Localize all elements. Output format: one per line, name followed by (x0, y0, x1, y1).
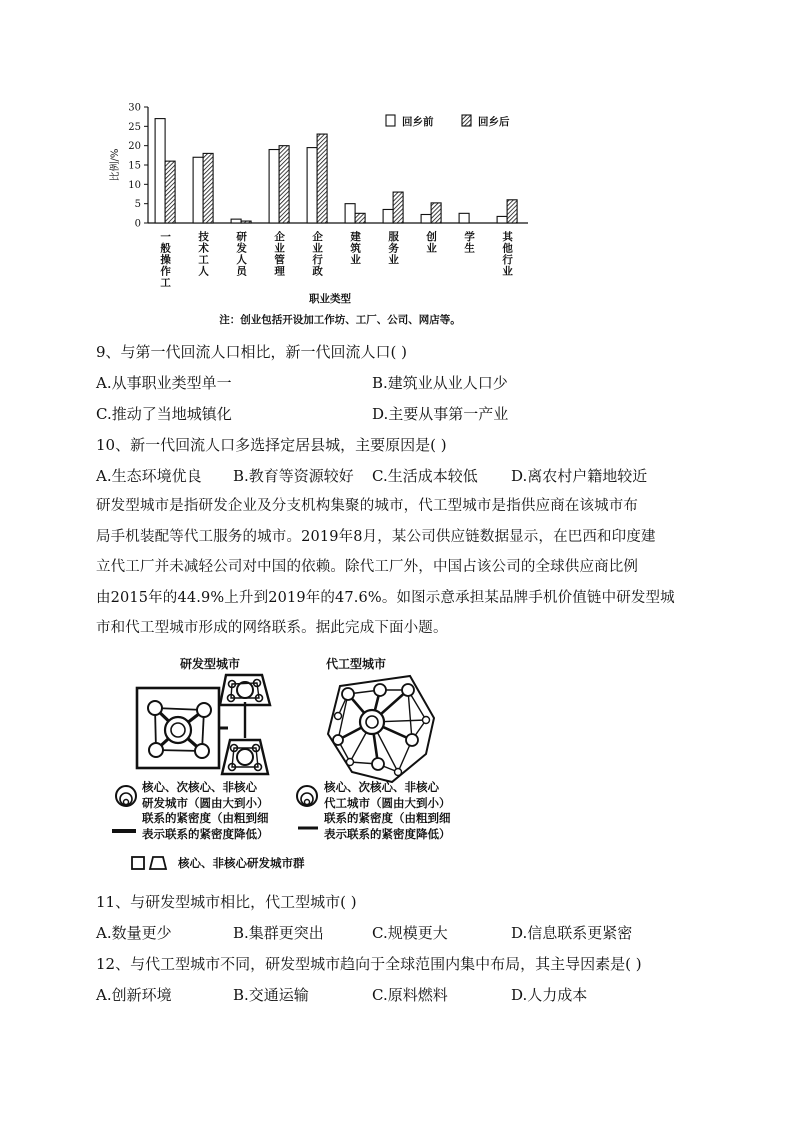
bar-before (421, 214, 431, 223)
bar-before (269, 150, 279, 223)
occupation-bar-chart (0, 0, 794, 340)
y-tick-label: 30 (128, 102, 141, 114)
legend-swatch (386, 115, 395, 126)
x-tick-label: 创业 (425, 231, 438, 254)
q9-option-b[interactable]: B.建筑业从业人口少 (372, 374, 508, 392)
bar-before (497, 216, 507, 223)
bar-after (431, 203, 441, 223)
q10-option-a[interactable]: A.生态环境优良 (96, 467, 202, 485)
bar-after (279, 146, 289, 223)
rd-city-title: 研发型城市 (180, 657, 241, 671)
cluster-legend: 核心、非核心研发城市群 (178, 856, 305, 870)
x-tick-label: 服务业 (387, 231, 400, 266)
q11-option-c[interactable]: C.规模更大 (372, 924, 448, 942)
bar-before (307, 148, 317, 223)
x-tick-label: 建筑业 (349, 231, 362, 266)
bar-after (355, 213, 365, 223)
legend-label: 回乡前 (402, 116, 434, 128)
x-tick-label: 一般操作工 (159, 231, 172, 289)
q12-stem: 12、与代工型城市不同，研发型城市趋向于全球范围内集中布局，其主导因素是( ) (96, 955, 642, 973)
q9-option-d[interactable]: D.主要从事第一产业 (372, 405, 509, 423)
bar-after (393, 192, 403, 223)
bar-after (507, 200, 517, 223)
y-axis-label: 比例/% (110, 148, 121, 182)
rd-legend-line: 联系的紧密度（由粗到细 (142, 811, 269, 825)
legend-swatch (462, 115, 471, 126)
y-tick-label: 0 (134, 218, 141, 230)
x-tick-label: 企业管理 (273, 231, 286, 277)
bar-after (241, 221, 251, 223)
y-tick-label: 20 (128, 141, 141, 153)
passage-line: 市和代工型城市形成的网络联系。据此完成下面小题。 (96, 620, 448, 636)
legend-label: 回乡后 (478, 116, 510, 128)
oem-city-title: 代工型城市 (326, 657, 387, 671)
q9-stem: 9、与第一代回流人口相比，新一代回流人口( ) (96, 343, 408, 361)
q10-stem: 10、新一代回流人口多选择定居县城，主要原因是( ) (96, 436, 447, 454)
rd-legend (142, 780, 269, 842)
q10-option-d[interactable]: D.离农村户籍地较近 (511, 467, 648, 485)
oem-legend-line: 核心、次核心、非核心 (324, 780, 439, 794)
bar-before (459, 213, 469, 223)
bar-after (203, 153, 213, 223)
q12-option-d[interactable]: D.人力成本 (511, 986, 588, 1004)
x-tick-label: 技术工人 (197, 231, 210, 277)
oem-legend (324, 780, 451, 842)
passage-line: 局手机装配等代工服务的城市。2019年8月，某公司供应链数据显示，在巴西和印度建 (96, 528, 656, 545)
q9-option-c[interactable]: C.推动了当地城镇化 (96, 405, 232, 423)
oem-legend-line: 表示联系的紧密度降低） (324, 826, 451, 841)
q12-option-c[interactable]: C.原料燃料 (372, 986, 448, 1004)
q10-option-c[interactable]: C.生活成本较低 (372, 467, 478, 485)
oem-legend-line: 联系的紧密度（由粗到细 (324, 811, 451, 825)
y-tick-label: 25 (128, 121, 141, 133)
rd-legend-line: 表示联系的紧密度降低） (142, 826, 269, 841)
q11-option-b[interactable]: B.集群更突出 (233, 924, 324, 942)
x-axis-label: 职业类型 (309, 293, 351, 305)
x-tick-label: 研发人员 (235, 231, 248, 277)
x-tick-label: 其他行业 (501, 231, 514, 277)
bar-after (317, 134, 327, 223)
q11-option-a[interactable]: A.数量更少 (96, 924, 172, 942)
x-tick-label: 企业行政 (311, 231, 324, 277)
bar-before (231, 219, 241, 223)
y-tick-label: 15 (128, 160, 141, 172)
y-tick-label: 10 (128, 179, 141, 191)
q12-option-b[interactable]: B.交通运输 (233, 986, 309, 1004)
chart-note: 注：创业包括开设加工作坊、工厂、公司、网店等。 (219, 314, 461, 326)
q9-option-a[interactable]: A.从事职业类型单一 (96, 374, 232, 392)
passage (96, 491, 706, 644)
passage-line: 由2015年的44.9%上升到2019年的47.6%。如图示意承担某品牌手机价值链中研发型城 (96, 589, 675, 606)
passage-line: 立代工厂并未减轻公司对中国的依赖。除代工厂外，中国占该公司的全球供应商比例 (96, 559, 639, 575)
bar-after (165, 161, 175, 223)
q11-option-d[interactable]: D.信息联系更紧密 (511, 924, 633, 942)
rd-legend-line: 研发城市（圆由大到小） (142, 795, 269, 810)
bar-before (383, 209, 393, 223)
q12-option-a[interactable]: A.创新环境 (96, 986, 172, 1004)
bar-before (155, 119, 165, 223)
q11-stem: 11、与研发型城市相比，代工型城市( ) (96, 893, 357, 911)
city-network-figure (0, 650, 794, 880)
bar-before (193, 157, 203, 223)
y-tick-label: 5 (134, 199, 141, 211)
x-tick-label: 学生 (463, 231, 476, 254)
bar-before (345, 204, 355, 223)
rd-legend-line: 核心、次核心、非核心 (142, 780, 257, 794)
passage-line: 研发型城市是指研发企业及分支机构集聚的城市，代工型城市是指供应商在该城市布 (96, 498, 639, 514)
q10-option-b[interactable]: B.教育等资源较好 (233, 467, 354, 485)
oem-legend-line: 代工城市（圆由大到小） (324, 795, 451, 810)
